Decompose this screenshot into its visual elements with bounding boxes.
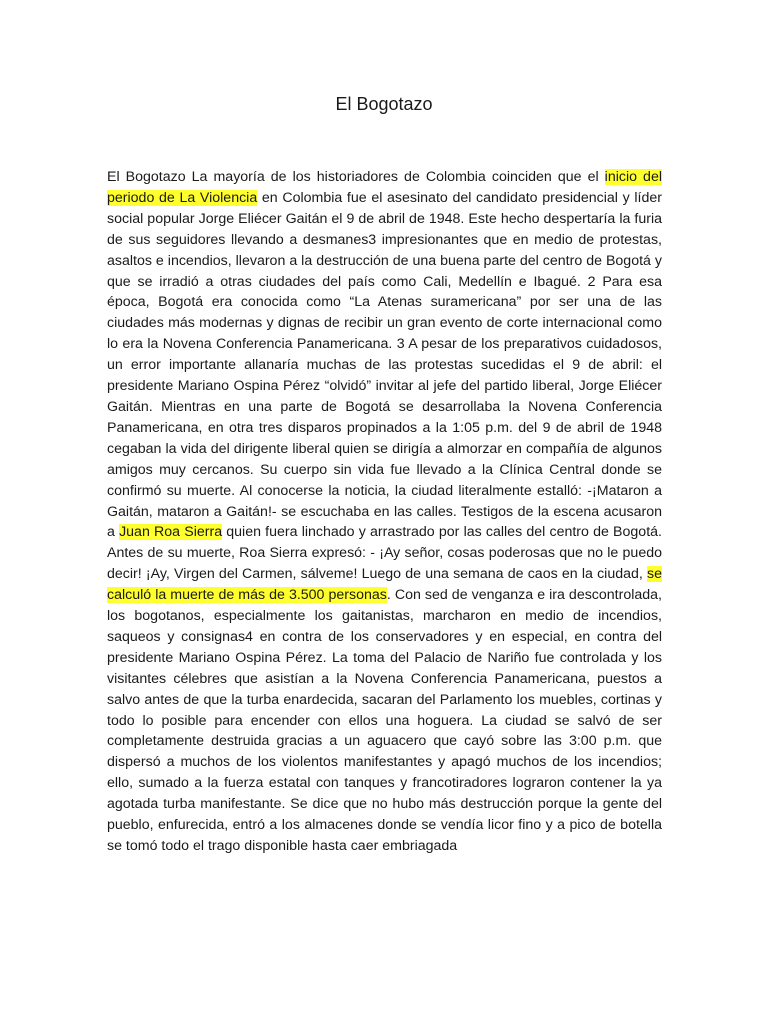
body-segment: en Colombia fue el asesinato del candidato presidencial y líder social popular Jorge Eliécer Gaitán el 9 de abril de 1948. Este hecho despertaría la furia de sus seguidores llevando a desmanes3 impresionantes que en medio de protestas, asaltos e incendios, llevaron a la destrucción de una buena parte del centro de Bogotá y que se irradió a otras ciudades del país como Cali, Medellín e Ibagué. 2 Para esa época, Bogotá era conocida como “La Atenas suramericana” por ser una de las ciudades más modernas y dignas de recibir un gran evento de corte internacional como lo era la Novena Conferencia Panamericana. 3 A pesar de los preparativos cuidadosos, un error importante allanaría muchas de las protestas sucedidas el 9 de abril: el presidente Mariano Ospina Pérez “olvidó” invitar al jefe del partido liberal, Jorge Eliécer Gaitán. Mientras en una parte de Bogotá se desarrollaba la Novena Conferencia Panamericana, en otra tres disparos propinados a la 1:05 p.m. del 9 de abril de 1948 cegaban la vida del dirigente liberal quien se dirigía a almorzar en compañía de algunos amigos muy cercanos. Su cuerpo sin vida fue llevado a la Clínica Central donde se confirmó su muerte. Al conocerse la noticia, la ciudad literalmente estalló: -¡Mataron a Gaitán, mataron a Gaitán!- se escuchaba en las calles. Testigos de la escena acusaron a	[107, 189, 662, 541]
document-title: El Bogotazo	[335, 94, 433, 114]
highlighted-segment-juan-roa-sierra: Juan Roa Sierra	[119, 524, 223, 541]
body-segment: . Con sed de venganza e ira descontrolada, los bogotanos, especialmente los gaitanistas, marcharon en medio de incendios, saqueos y consignas4 en contra de los conservadores y en especial, en contra del presidente Mariano Ospina Pérez. La toma del Palacio de Nariño fue controlada y los visitantes célebres que asistían a la Novena Conferencia Panamericana, puestos a salvo antes de que la turba enardecida, sacaran del Parlamento los muebles, cortinas y todo lo posible para encender con ellos una hoguera. La ciudad se salvó de ser completamente destruida gracias a un aguacero que cayó sobre las 3:00 p.m. que dispersó a muchos de los violentos manifestantes y apagó muchos de los incendios; ello, sumado a la fuerza estatal con tanques y francotiradores lograron contener la ya agotada turba manifestante. Se dice que no hubo más destrucción porque la gente del pueblo, enfurecida, entró a los almacenes donde se vendía licor fino y a pico de botella se tomó todo el trago disponible hasta caer embriagada	[107, 587, 662, 854]
body-segment: El Bogotazo La mayoría de los historiadores de Colombia coinciden que el	[107, 169, 605, 185]
highlighted-segment-inicio-violencia: inicio del periodo de La Violencia	[107, 169, 662, 206]
document-body	[107, 167, 662, 857]
highlighted-segment-muertes: se calculó la muerte de más de 3.500 personas	[107, 566, 662, 604]
body-segment: quien fuera linchado y arrastrado por las calles del centro de Bogotá. Antes de su muerte, Roa Sierra expresó: - ¡Ay señor, cosas poderosas que no le puedo decir! ¡Ay, Virgen del Carmen, sálveme! Luego de una semana de caos en la ciudad,	[107, 524, 662, 583]
